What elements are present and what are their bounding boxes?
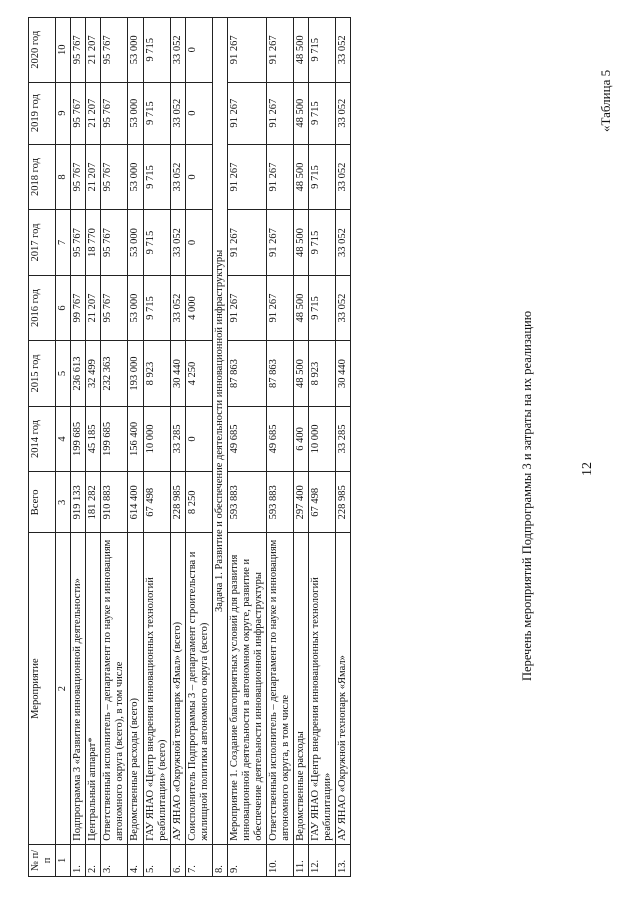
amount-cell: 593 883 bbox=[267, 472, 294, 533]
amount-cell: 30 440 bbox=[170, 341, 185, 406]
amount-cell: 95 767 bbox=[71, 18, 86, 83]
col-number: 9 bbox=[56, 82, 71, 144]
amount-cell: 91 267 bbox=[267, 18, 294, 83]
amount-cell: 0 bbox=[185, 144, 212, 209]
amount-cell: 228 985 bbox=[170, 472, 185, 533]
amount-cell: 53 000 bbox=[128, 210, 143, 275]
amount-cell: 95 767 bbox=[101, 275, 128, 340]
amount-cell: 199 685 bbox=[71, 406, 86, 471]
activity-name: АУ ЯНАО «Окружной технопарк «Ямал» bbox=[336, 533, 351, 844]
table-row bbox=[170, 18, 185, 877]
row-number: 13. bbox=[336, 844, 351, 876]
activity-name: Ведомственные расходы (всего) bbox=[128, 533, 143, 844]
col-number: 8 bbox=[56, 144, 71, 209]
amount-cell: 6 400 bbox=[294, 406, 309, 471]
amount-cell: 33 052 bbox=[336, 275, 351, 340]
amount-cell: 236 613 bbox=[71, 341, 86, 406]
amount-cell: 228 985 bbox=[336, 472, 351, 533]
amount-cell: 95 767 bbox=[101, 210, 128, 275]
col-number: 3 bbox=[56, 472, 71, 533]
amount-cell: 156 400 bbox=[128, 406, 143, 471]
col-number: 1 bbox=[56, 844, 71, 876]
amount-cell: 91 267 bbox=[267, 275, 294, 340]
amount-cell: 49 685 bbox=[227, 406, 266, 471]
col-header: Мероприятие bbox=[29, 533, 56, 844]
task-heading: Задача 1. Развитие и обеспечение деятельности инновационной инфраструктуры bbox=[212, 18, 227, 845]
col-header: 2016 год bbox=[29, 275, 56, 340]
amount-cell: 0 bbox=[185, 18, 212, 83]
table-row bbox=[227, 18, 266, 877]
amount-cell: 9 715 bbox=[143, 275, 170, 340]
amount-cell: 9 715 bbox=[309, 82, 336, 144]
col-number: 6 bbox=[56, 275, 71, 340]
amount-cell: 33 052 bbox=[170, 210, 185, 275]
row-number: 9. bbox=[227, 844, 266, 876]
col-number: 2 bbox=[56, 533, 71, 844]
page-number: 12 bbox=[580, 462, 595, 476]
table-row bbox=[71, 18, 86, 877]
amount-cell: 9 715 bbox=[309, 144, 336, 209]
amount-cell: 91 267 bbox=[267, 144, 294, 209]
table-row bbox=[267, 18, 294, 877]
table-row bbox=[212, 18, 227, 877]
amount-cell: 67 498 bbox=[143, 472, 170, 533]
col-number: 7 bbox=[56, 210, 71, 275]
amount-cell: 33 052 bbox=[336, 144, 351, 209]
amount-cell: 91 267 bbox=[267, 210, 294, 275]
amount-cell: 91 267 bbox=[227, 144, 266, 209]
amount-cell: 33 052 bbox=[336, 82, 351, 144]
amount-cell: 614 400 bbox=[128, 472, 143, 533]
amount-cell: 8 923 bbox=[309, 341, 336, 406]
amount-cell: 33 052 bbox=[170, 18, 185, 83]
amount-cell: 10 000 bbox=[143, 406, 170, 471]
table-row bbox=[128, 18, 143, 877]
col-header: 2020 год bbox=[29, 18, 56, 83]
amount-cell: 53 000 bbox=[128, 275, 143, 340]
amount-cell: 193 000 bbox=[128, 341, 143, 406]
amount-cell: 4 250 bbox=[185, 341, 212, 406]
row-number: 5. bbox=[143, 844, 170, 876]
col-header: 2018 год bbox=[29, 144, 56, 209]
amount-cell: 21 207 bbox=[86, 275, 101, 340]
table-row bbox=[336, 18, 351, 877]
amount-cell: 9 715 bbox=[143, 18, 170, 83]
amount-cell: 91 267 bbox=[227, 82, 266, 144]
table-row bbox=[86, 18, 101, 877]
amount-cell: 95 767 bbox=[71, 82, 86, 144]
activity-name: ГАУ ЯНАО «Центр внедрения инновационных технологий реабилитации» bbox=[309, 533, 336, 844]
amount-cell: 8 923 bbox=[143, 341, 170, 406]
amount-cell: 919 133 bbox=[71, 472, 86, 533]
col-header: 2014 год bbox=[29, 406, 56, 471]
activity-name: Соисполнитель Подпрограммы 3 – департамент строительства и жилищной политики автономного округа (всего) bbox=[185, 533, 212, 844]
table-row bbox=[294, 18, 309, 877]
header-number-row bbox=[56, 18, 71, 877]
col-header: 2015 год bbox=[29, 341, 56, 406]
amount-cell: 48 500 bbox=[294, 341, 309, 406]
amount-cell: 91 267 bbox=[227, 18, 266, 83]
amount-cell: 67 498 bbox=[309, 472, 336, 533]
activity-name: Мероприятие 1. Создание благоприятных условий для развития инновационной деятельности в автономном округе, развитие и обеспечение деятельности инновационной инфраструктуры bbox=[227, 533, 266, 844]
amount-cell: 48 500 bbox=[294, 210, 309, 275]
amount-cell: 48 500 bbox=[294, 82, 309, 144]
amount-cell: 95 767 bbox=[71, 144, 86, 209]
activity-name: АУ ЯНАО «Окружной технопарк «Ямал» (всего) bbox=[170, 533, 185, 844]
row-number: 1. bbox=[71, 844, 86, 876]
table-note: «Таблица 5 bbox=[598, 69, 613, 132]
table-row bbox=[185, 18, 212, 877]
table-row bbox=[309, 18, 336, 877]
activity-name: Подпрограмма 3 «Развитие инновационной деятельности» bbox=[71, 533, 86, 844]
row-number: 2. bbox=[86, 844, 101, 876]
amount-cell: 0 bbox=[185, 406, 212, 471]
amount-cell: 181 282 bbox=[86, 472, 101, 533]
amount-cell: 4 000 bbox=[185, 275, 212, 340]
amount-cell: 33 285 bbox=[170, 406, 185, 471]
amount-cell: 53 000 bbox=[128, 144, 143, 209]
amount-cell: 33 052 bbox=[170, 144, 185, 209]
row-number: 4. bbox=[128, 844, 143, 876]
amount-cell: 0 bbox=[185, 82, 212, 144]
amount-cell: 95 767 bbox=[101, 144, 128, 209]
amount-cell: 9 715 bbox=[143, 82, 170, 144]
amount-cell: 91 267 bbox=[227, 210, 266, 275]
col-number: 10 bbox=[56, 18, 71, 83]
amount-cell: 9 715 bbox=[143, 144, 170, 209]
amount-cell: 49 685 bbox=[267, 406, 294, 471]
amount-cell: 87 863 bbox=[267, 341, 294, 406]
activity-name: Ответственный исполнитель – департамент по науке и инновациям автономного округа, в том числе bbox=[267, 533, 294, 844]
col-number: 5 bbox=[56, 341, 71, 406]
amount-cell: 33 052 bbox=[336, 210, 351, 275]
row-number: 11. bbox=[294, 844, 309, 876]
row-number: 8. bbox=[212, 844, 227, 876]
amount-cell: 33 285 bbox=[336, 406, 351, 471]
row-number: 7. bbox=[185, 844, 212, 876]
col-number: 4 bbox=[56, 406, 71, 471]
col-header: № п/п bbox=[29, 844, 56, 876]
amount-cell: 33 052 bbox=[170, 275, 185, 340]
amount-cell: 18 770 bbox=[86, 210, 101, 275]
table-row bbox=[143, 18, 170, 877]
amount-cell: 45 185 bbox=[86, 406, 101, 471]
activity-name: Ведомственные расходы bbox=[294, 533, 309, 844]
amount-cell: 53 000 bbox=[128, 18, 143, 83]
amount-cell: 910 883 bbox=[101, 472, 128, 533]
table-row bbox=[101, 18, 128, 877]
amount-cell: 21 207 bbox=[86, 82, 101, 144]
col-header: Всего bbox=[29, 472, 56, 533]
amount-cell: 297 400 bbox=[294, 472, 309, 533]
row-number: 12. bbox=[309, 844, 336, 876]
amount-cell: 87 863 bbox=[227, 341, 266, 406]
amount-cell: 95 767 bbox=[101, 82, 128, 144]
amount-cell: 48 500 bbox=[294, 18, 309, 83]
row-number: 10. bbox=[267, 844, 294, 876]
col-header: 2019 год bbox=[29, 82, 56, 144]
activity-name: Центральный аппарат* bbox=[86, 533, 101, 844]
header-row bbox=[29, 18, 56, 877]
amount-cell: 21 207 bbox=[86, 18, 101, 83]
amount-cell: 10 000 bbox=[309, 406, 336, 471]
row-number: 3. bbox=[101, 844, 128, 876]
amount-cell: 8 250 bbox=[185, 472, 212, 533]
row-number: 6. bbox=[170, 844, 185, 876]
amount-cell: 99 767 bbox=[71, 275, 86, 340]
amount-cell: 95 767 bbox=[71, 210, 86, 275]
amount-cell: 33 052 bbox=[336, 18, 351, 83]
amount-cell: 32 499 bbox=[86, 341, 101, 406]
amount-cell: 48 500 bbox=[294, 144, 309, 209]
amount-cell: 48 500 bbox=[294, 275, 309, 340]
amount-cell: 33 052 bbox=[170, 82, 185, 144]
amount-cell: 199 685 bbox=[101, 406, 128, 471]
amount-cell: 21 207 bbox=[86, 144, 101, 209]
amount-cell: 9 715 bbox=[309, 18, 336, 83]
table-body bbox=[71, 18, 351, 877]
amount-cell: 593 883 bbox=[227, 472, 266, 533]
amount-cell: 91 267 bbox=[227, 275, 266, 340]
col-header: 2017 год bbox=[29, 210, 56, 275]
amount-cell: 9 715 bbox=[309, 275, 336, 340]
costs-table bbox=[28, 17, 351, 877]
amount-cell: 232 363 bbox=[101, 341, 128, 406]
amount-cell: 30 440 bbox=[336, 341, 351, 406]
amount-cell: 9 715 bbox=[143, 210, 170, 275]
amount-cell: 95 767 bbox=[101, 18, 128, 83]
amount-cell: 9 715 bbox=[309, 210, 336, 275]
table-title: Перечень мероприятий Подпрограммы 3 и затраты на их реализацию bbox=[520, 310, 534, 681]
activity-name: Ответственный исполнитель – департамент по науке и инновациям автономного округа (всего), в том числе bbox=[101, 533, 128, 844]
amount-cell: 91 267 bbox=[267, 82, 294, 144]
amount-cell: 53 000 bbox=[128, 82, 143, 144]
amount-cell: 0 bbox=[185, 210, 212, 275]
activity-name: ГАУ ЯНАО «Центр внедрения инновационных технологий реабилитации» (всего) bbox=[143, 533, 170, 844]
